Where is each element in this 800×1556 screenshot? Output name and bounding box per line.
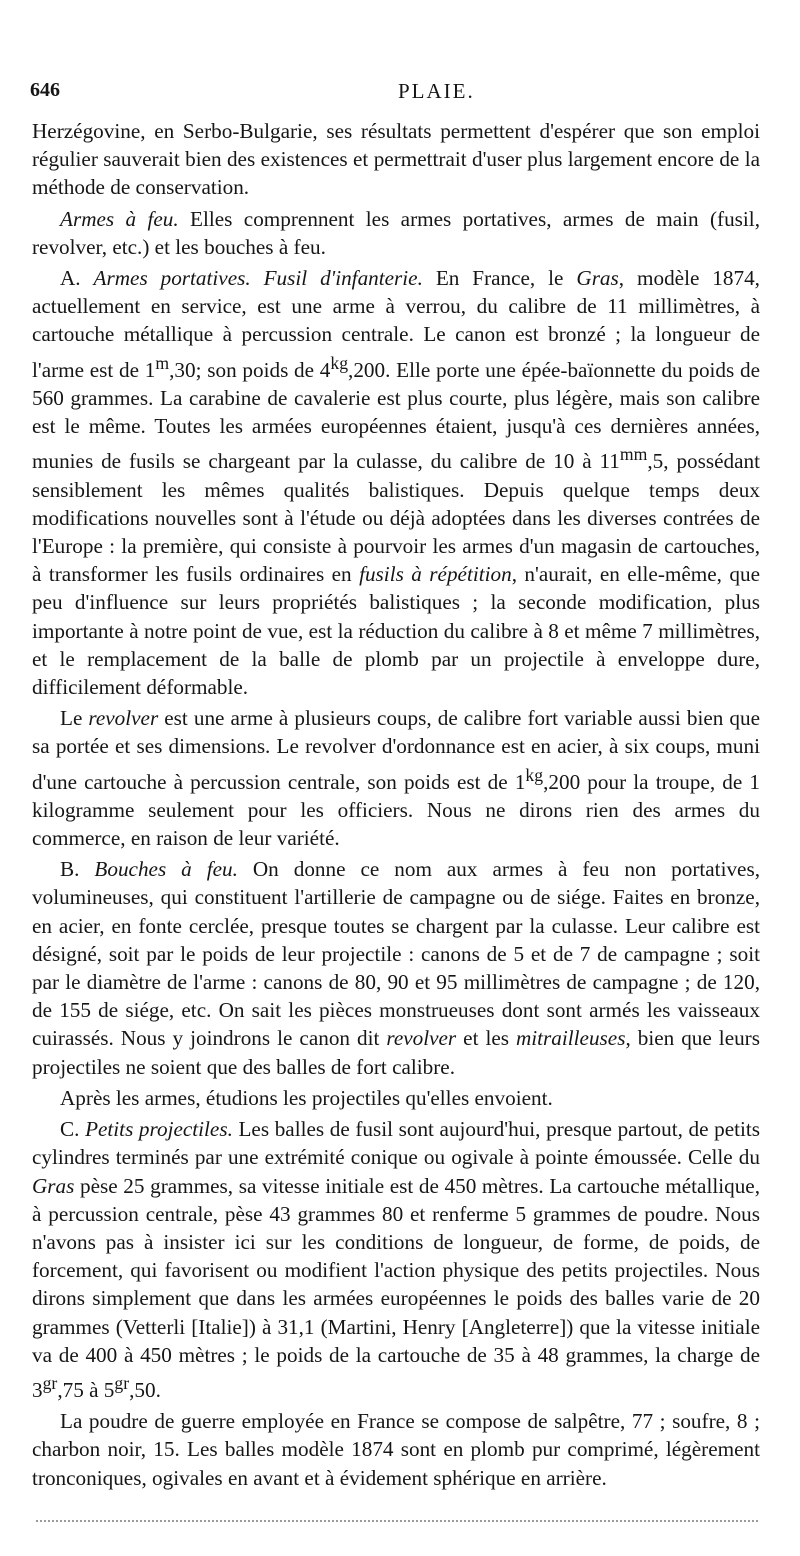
paragraph-text: , bien que leurs projectiles ne soient que des balles de fort calibre. (32, 1026, 760, 1079)
term-mitrailleuses: mitrailleuses (515, 1026, 626, 1051)
paragraph-text: et les (456, 1026, 516, 1051)
unit-superscript: m (155, 352, 170, 373)
paragraph-text: , n'aurait, en elle-même, que peu d'influence sur leurs propriétés balistiques ; la seconde modification, plus importante à notre point de vue, est la réduction du calibre à 8 et même 7 millimètres, et le remplacement de la balle de plomb par un projectile à enveloppe dure, difficilement déformable. (32, 562, 760, 699)
running-head: PLAIE. (398, 79, 475, 103)
section-lead-armes-a-feu: Armes à feu. (60, 206, 179, 231)
section-letter: C. (60, 1117, 80, 1142)
paragraph-text: ,200 pour la troupe, de 1 kilogramme seulement pour les officiers. Nous ne dirons rien des armes du commerce, en raison de leur variété. (32, 769, 760, 851)
paragraph-text: Le (60, 706, 89, 731)
paragraph-bouches-a-feu (32, 855, 760, 1081)
term-revolver: revolver (88, 706, 159, 731)
paragraph-armes-a-feu (32, 205, 760, 261)
paragraph-text: En France, le (422, 266, 577, 291)
paragraph-projectiles-intro: Après les armes, étudions les projectiles qu'elles envoient. (60, 1085, 553, 1110)
section-lead-petits-projectiles: Petits projectiles. (85, 1117, 233, 1142)
section-letter: B. (60, 857, 80, 882)
term-revolver: revolver (386, 1026, 457, 1051)
paragraph-petits-projectiles (32, 1115, 760, 1404)
section-lead-armes-portatives: Armes portatives. (93, 266, 251, 291)
paragraph-text: ,75 à 5 (57, 1377, 115, 1402)
section-letter: A. (60, 266, 81, 291)
page-header (30, 79, 770, 109)
unit-superscript: kg (330, 352, 349, 373)
paragraph-revolver (32, 704, 760, 852)
unit-superscript: mm (619, 444, 648, 465)
term-gras: Gras (32, 1173, 75, 1198)
paragraph-text: , modèle 1874, actuellement en service, est une arme à verrou, du calibre de 11 millimètres, à cartouche métallique à percussion centrale. Le canon est bronzé ; la longueur de l'arme est de 1 (32, 266, 760, 382)
paragraph-text: ,200. Elle porte une épée-baïonnette du poids de 560 grammes. La carabine de cavalerie est plus courte, plus légère, mais son calibre est le même. Toutes les armées européennes étaient, jusqu'à ces dernières années, munies de fusils se chargeant par la culasse, du calibre de 10 à 11 (32, 357, 760, 474)
paragraph-text: est une arme à plusieurs coups, de calibre fort variable aussi bien que sa portée et ses dimensions. Le revolver d'ordonnance est en acier, à six coups, muni d'une cartouche à percussion centrale, son poids est de 1 (32, 706, 760, 794)
term-fusils-a-repetition: fusils à répétition (359, 562, 512, 587)
subsection-lead-fusil: Fusil d'infanterie. (263, 266, 423, 291)
paragraph-text: Les balles de fusil sont aujourd'hui, presque partout, de petits cylindres terminés par une extrémité conique ou ogivale à pointe émoussée. Celle du (32, 1117, 761, 1170)
body-text (32, 117, 760, 1492)
term-gras: Gras (576, 266, 619, 291)
paragraph-text: ,30; son poids de 4 (169, 357, 331, 382)
unit-superscript: gr (114, 1372, 130, 1393)
paragraph-armes-portatives (32, 264, 760, 701)
paragraph-continuation: Herzégovine, en Serbo-Bulgarie, ses résultats permettent d'espérer que son emploi régulier sauverait bien des existences et permettrait d'user plus largement encore de la méthode de conservation. (32, 119, 760, 200)
page-number: 646 (30, 79, 60, 101)
section-lead-bouches-a-feu: Bouches à feu. (94, 857, 238, 882)
paragraph-text: Elles comprennent les armes portatives, armes de main (fusil, revolver, etc.) et les bouches à feu. (32, 206, 760, 259)
paragraph-text: ,50. (129, 1377, 161, 1402)
paragraph-text: On donne ce nom aux armes à feu non portatives, volumineuses, qui constituent l'artillerie de campagne ou de siége. Faites en bronze, en acier, en fonte cerclée, presque toutes se chargent par la culasse. Leur calibre est désigné, soit par le poids de leur projectile : canons de 5 et de 7 de campagne ; soit par le diamètre de l'arme : canons de 80, 90 et 95 millimètres de campagne ; de 120, de 155 de siége, etc. On sait les pièces monstrueuses dont sont armés les vaisseaux cuirassés. Nous y joindrons le canon dit (32, 857, 760, 1051)
paragraph-text: pèse 25 grammes, sa vitesse initiale est de 450 mètres. La cartouche métallique, à percussion centrale, pèse 43 grammes 80 et renferme 5 grammes de poudre. Nous n'avons pas à insister ici sur les conditions de longueur, de forme, de poids, de forcement, qui favorisent ou modifient l'action physique des petits projectiles. Nous dirons simplement que dans les armées européennes le poids des balles varie de 20 grammes (Vetterli [Italie]) à 31,1 (Martini, Henry [Angleterre]) que la vitesse initiale va de 400 à 450 mètres ; le poids de la cartouche de 35 à 48 grammes, la charge de 3 (32, 1173, 760, 1402)
paragraph-poudre: La poudre de guerre employée en France se compose de salpêtre, 77 ; soufre, 8 ; charbon noir, 15. Les balles modèle 1874 sont en plomb pur comprimé, légèrement tronconiques, ogivales en avant et à évidement sphérique en arrière. (32, 1409, 760, 1490)
unit-superscript: gr (42, 1372, 58, 1393)
unit-superscript: kg (525, 764, 544, 785)
footer-dotted-rule (36, 1520, 758, 1522)
paragraph-text: ,5, possédant sensiblement les mêmes qualités balistiques. Depuis quelque temps deux modifications nouvelles sont à l'étude ou déjà adoptées dans les diverses contrées de l'Europe : la première, qui consiste à pourvoir les armes d'un magasin de cartouches, à transformer les fusils ordinaires en (32, 449, 761, 587)
